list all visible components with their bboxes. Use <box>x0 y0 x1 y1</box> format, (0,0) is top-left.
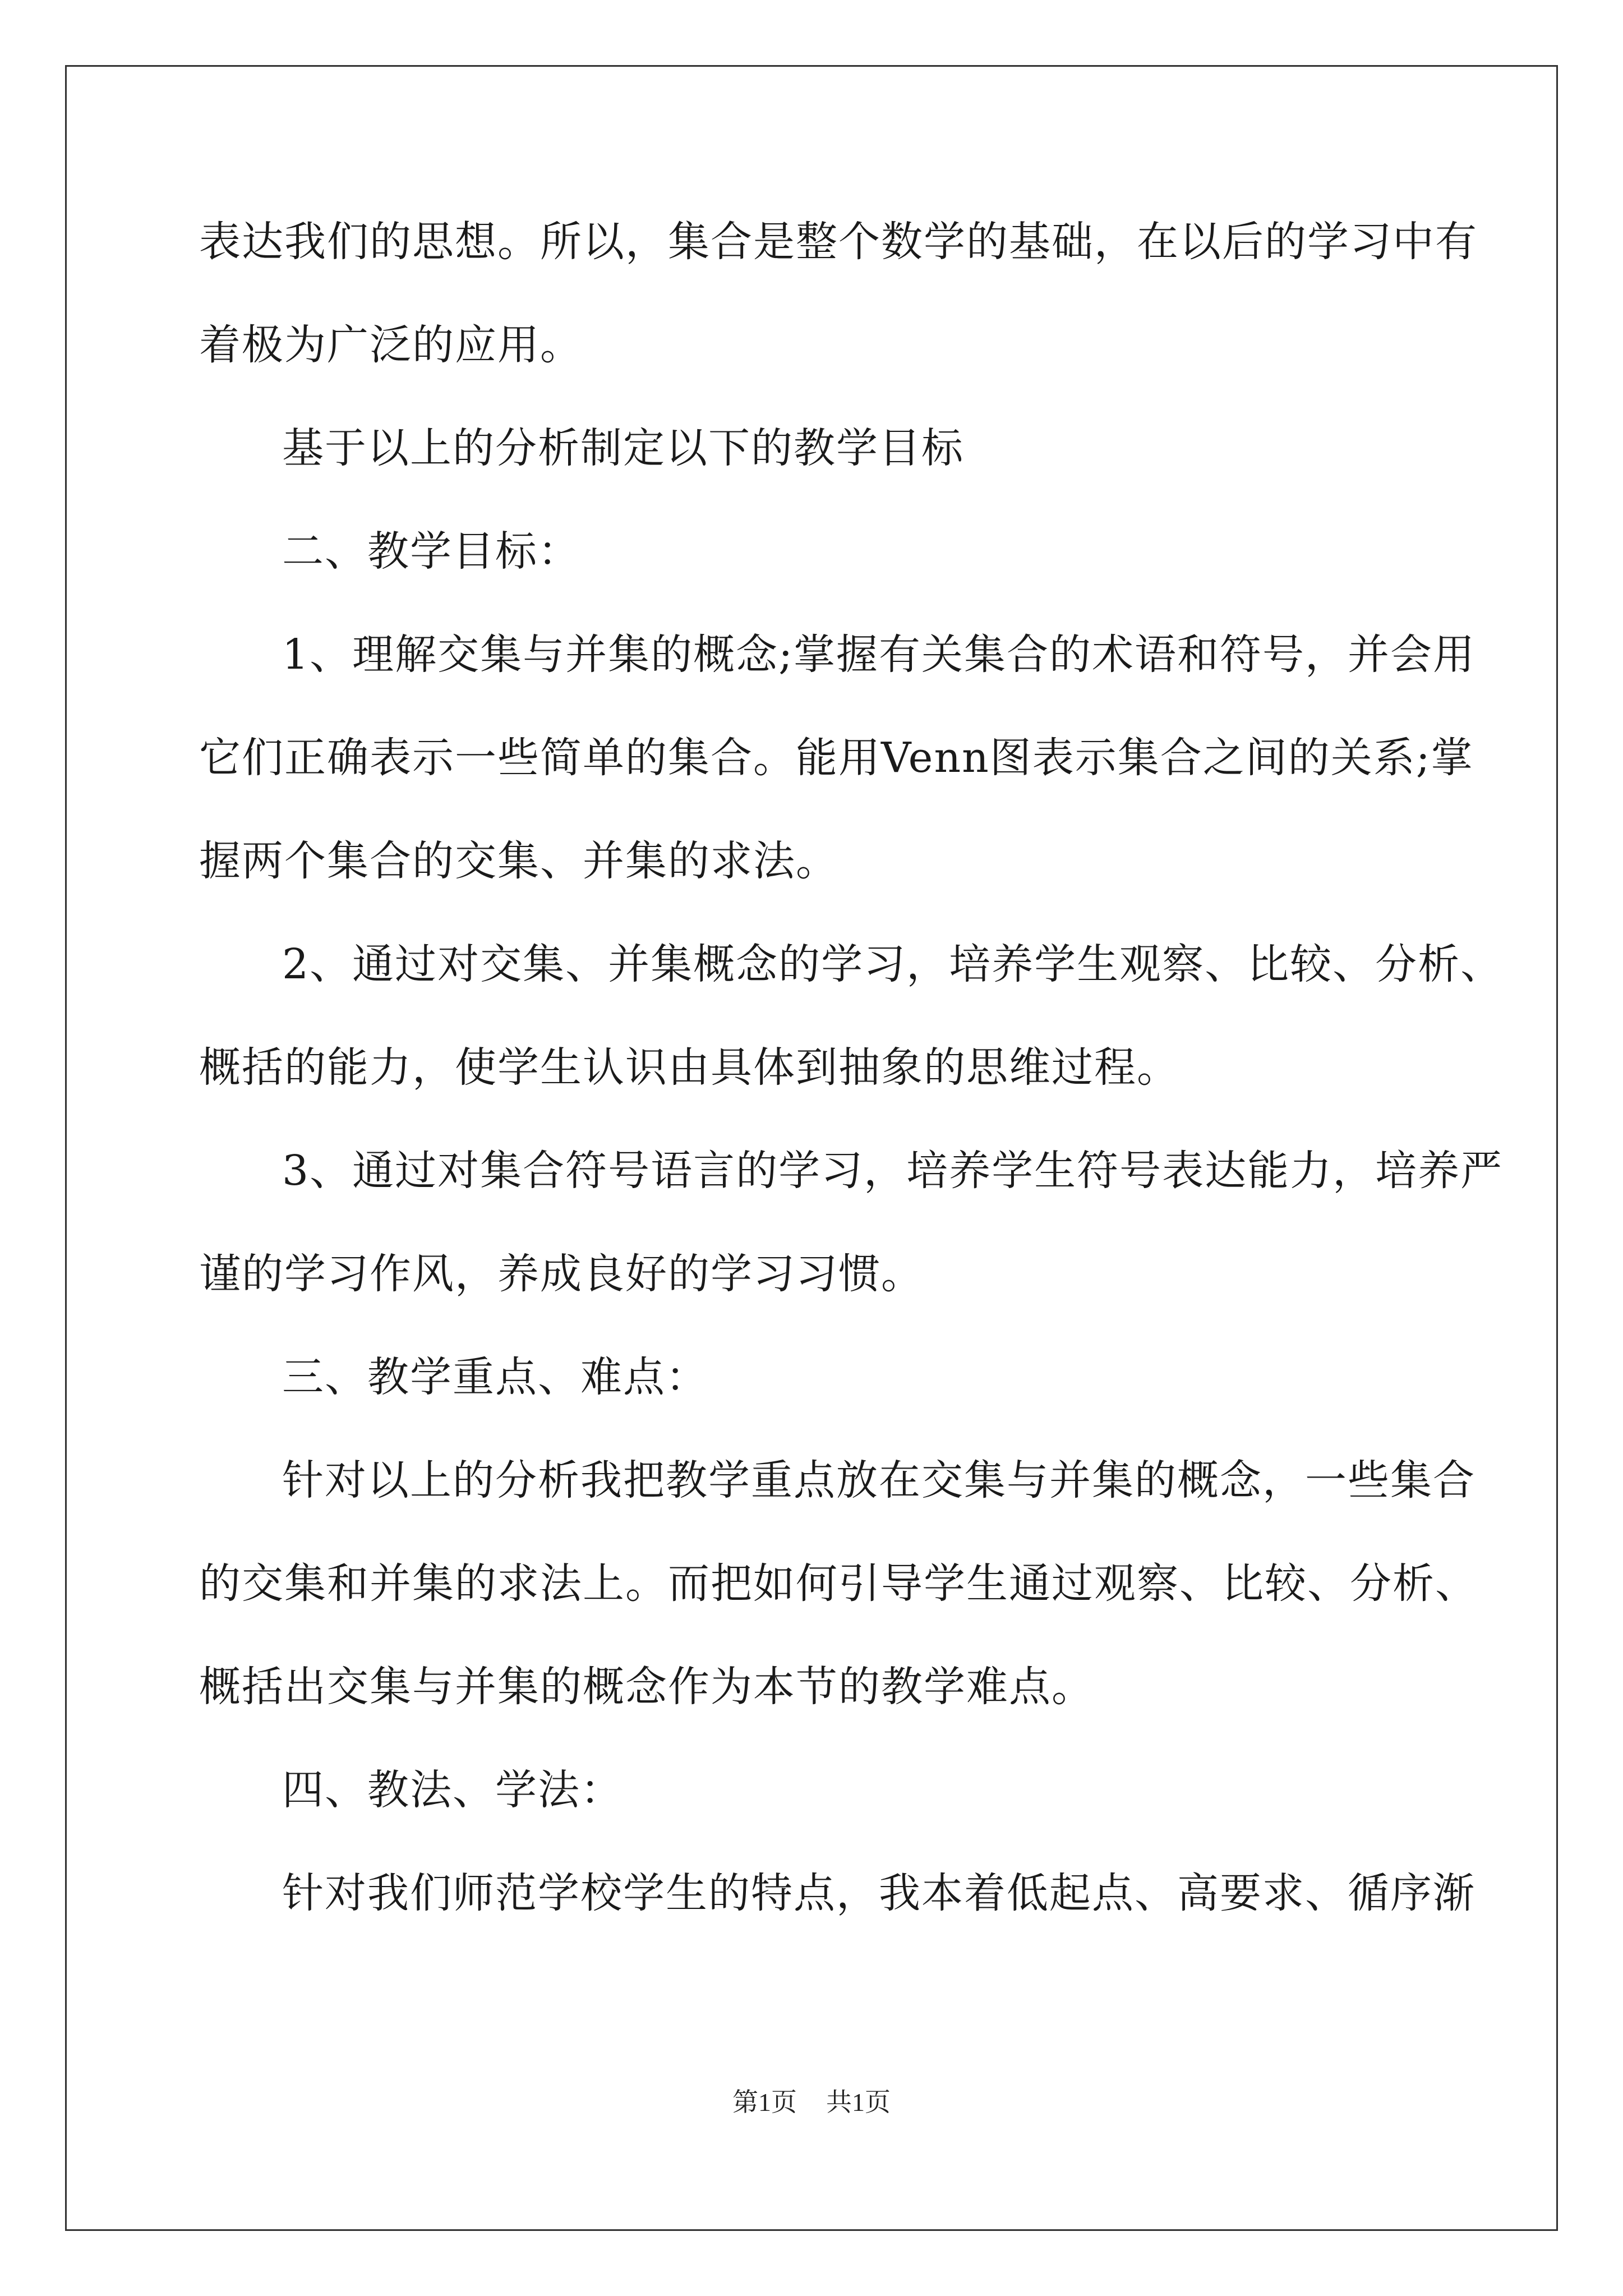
document-body <box>199 216 1504 1971</box>
text-line-2: 着极为广泛的应用。 <box>199 321 583 369</box>
section-heading-methods: 四、教法、学法： <box>282 1766 623 1814</box>
section-heading-objectives: 二、教学目标： <box>282 527 580 576</box>
section-heading-key-points: 三、教学重点、难点： <box>282 1353 708 1401</box>
text-line-6: 它们正确表示一些简单的集合。能用Venn图表示集合之间的关系;掌 <box>199 734 1474 782</box>
text-line-13: 针对以上的分析我把教学重点放在交集与并集的概念，一些集合 <box>282 1456 1476 1504</box>
text-line-15: 概括出交集与并集的概念作为本节的教学难点。 <box>199 1663 1094 1711</box>
text-line-8: 2、通过对交集、并集概念的学习，培养学生观察、比较、分析、 <box>282 940 1504 988</box>
text-line-10: 3、通过对集合符号语言的学习，培养学生符号表达能力，培养严 <box>282 1147 1504 1195</box>
text-line-14: 的交集和并集的求法上。而把如何引导学生通过观察、比较、分析、 <box>199 1559 1478 1608</box>
text-line-9: 概括的能力，使学生认识由具体到抽象的思维过程。 <box>199 1043 1179 1092</box>
page-number: 第1页 <box>732 2088 797 2116</box>
page-total: 共1页 <box>826 2088 891 2116</box>
text-line-11: 谨的学习作风，养成良好的学习习惯。 <box>199 1250 924 1298</box>
page-footer <box>0 2086 1623 2119</box>
text-line-1: 表达我们的思想。所以，集合是整个数学的基础，在以后的学习中有 <box>199 218 1478 266</box>
text-line-7: 握两个集合的交集、并集的求法。 <box>199 837 838 885</box>
text-line-17: 针对我们师范学校学生的特点，我本着低起点、高要求、循序渐 <box>282 1869 1476 1917</box>
text-line-3: 基于以上的分析制定以下的教学目标 <box>282 424 964 472</box>
text-line-5: 1、理解交集与并集的概念;掌握有关集合的术语和符号，并会用 <box>282 631 1476 679</box>
